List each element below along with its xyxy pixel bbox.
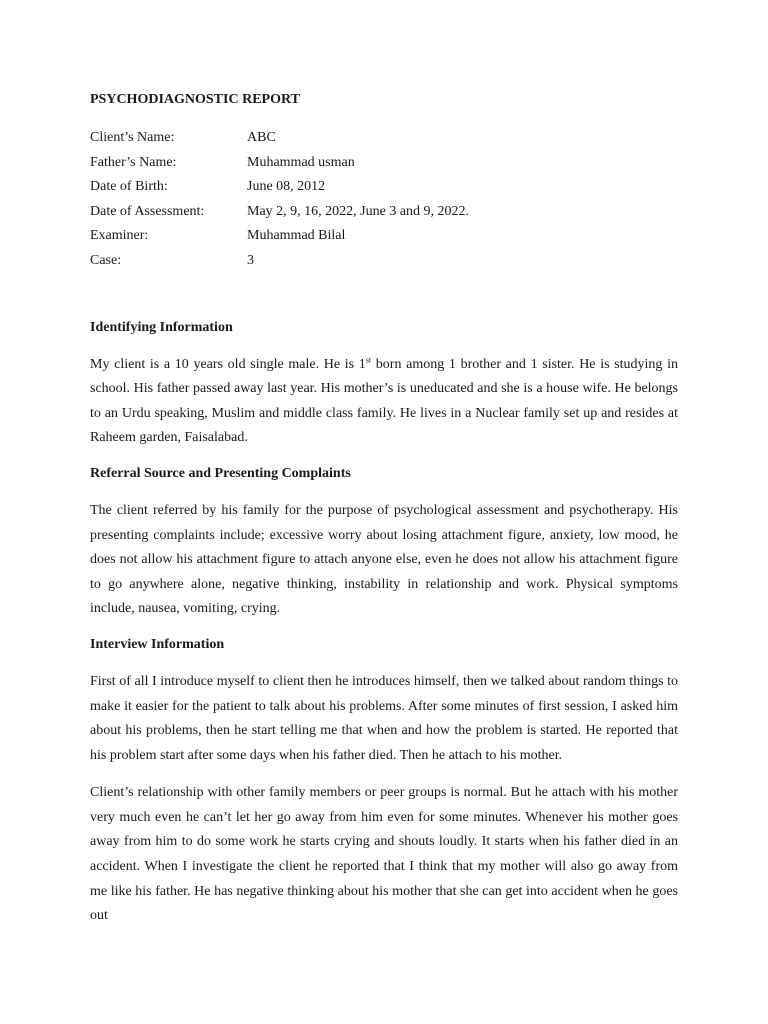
- section-heading-identifying: Identifying Information: [90, 319, 233, 335]
- section-heading-referral: Referral Source and Presenting Complaints: [90, 465, 351, 481]
- paragraph-referral: The client referred by his family for the purpose of psychological assessment and psychotherapy. His presenting complaints include; excessive worry about losing attachment figure, anxiety, low mood, he does not allow his attachment figure to attach anyone else, even he does not allow his attachment figure to go anywhere alone, negative thinking, instability in relationship and work. Physical symptoms include, nausea, vomiting, crying.: [90, 502, 678, 617]
- document-page: [90, 90, 678, 929]
- info-row-examiner: [90, 226, 469, 251]
- paragraph-text: My client is a 10 years old single male. He is 1: [90, 356, 366, 372]
- info-row-date-of-assessment: [90, 202, 469, 227]
- info-value: Muhammad usman: [247, 154, 355, 170]
- info-value: June 08, 2012: [247, 179, 326, 195]
- info-label: Father’s Name:: [90, 154, 177, 170]
- info-label: Examiner:: [90, 228, 149, 244]
- info-label: Date of Assessment:: [90, 203, 205, 219]
- info-value: 3: [247, 252, 254, 268]
- client-info-table: [90, 128, 469, 276]
- info-label: Client’s Name:: [90, 130, 175, 145]
- info-label: Date of Birth:: [90, 179, 168, 195]
- info-label: Case:: [90, 252, 122, 268]
- info-value: ABC: [247, 130, 276, 145]
- info-value: May 2, 9, 16, 2022, June 3 and 9, 2022.: [247, 203, 470, 219]
- report-title: PSYCHODIAGNOSTIC REPORT: [90, 92, 300, 107]
- paragraph-identifying: [90, 353, 678, 451]
- ordinal-suffix: st: [365, 354, 372, 364]
- info-row-father-name: [90, 153, 469, 178]
- paragraph-text: born among 1 brother and 1 sister. He is studying in school. His father passed away last year. His mother’s is uneducated and she is a house wife. He belongs to an Urdu speaking, Muslim and middle class family. He lives in a Nuclear family set up and resides at Raheem garden, Faisalabad.: [90, 356, 678, 446]
- info-row-client-name: [90, 128, 469, 153]
- section-heading-interview: Interview Information: [90, 636, 225, 652]
- info-row-date-of-birth: [90, 177, 469, 202]
- info-value: Muhammad Bilal: [247, 228, 346, 244]
- info-row-case: [90, 251, 469, 276]
- paragraph-interview-1: First of all I introduce myself to client then he introduces himself, then we talked about random things to make it easier for the patient to talk about his problems. After some minutes of first session, I asked him about his problems, then he start telling me that when and how the problem is started. He reported that his problem start after some days when his father died. Then he attach to his mother.: [90, 673, 678, 763]
- paragraph-interview-2: Client’s relationship with other family members or peer groups is normal. But he attach with his mother very much even he can’t let her go away from him even for some minutes. Whenever his mother goes away from him to do some work he starts crying and shouts loudly. It starts when his father died in an accident. When I investigate the client he reported that I think that my mother will also go away from me like his father. He has negative thinking about his mother that she can get into accident when he goes out: [90, 785, 678, 924]
